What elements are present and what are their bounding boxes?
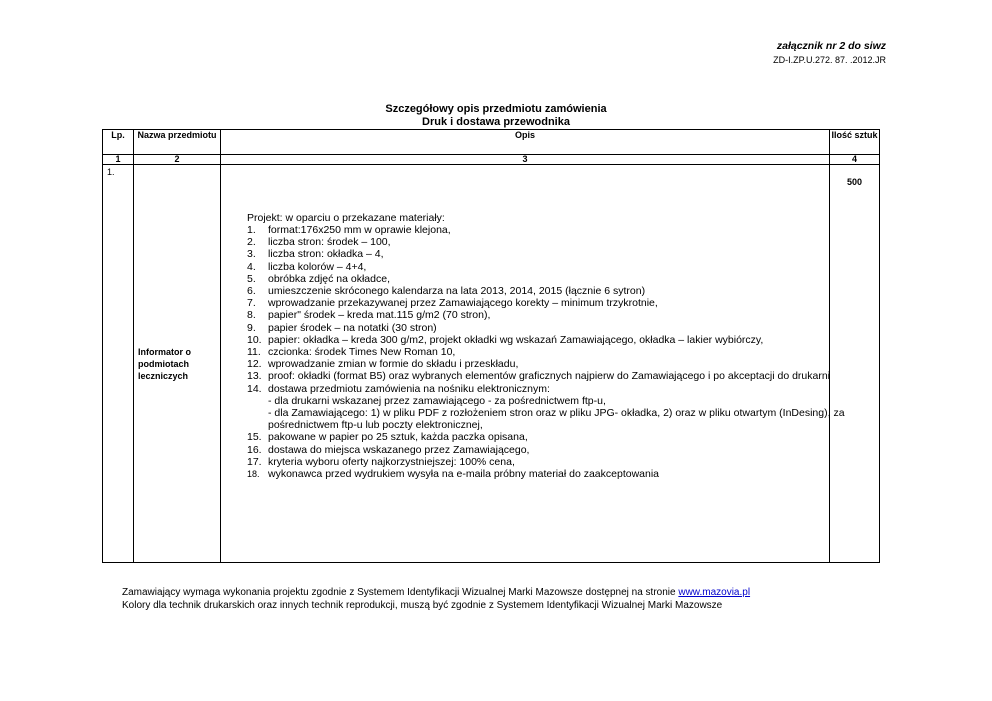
- item-text: wykonawca przed wydrukiem wysyła na e-maila próbny materiał do zaakceptowania: [268, 468, 660, 481]
- item-number: 4.: [247, 260, 256, 273]
- requirements-list: [247, 224, 857, 480]
- header-lp: Lp.: [103, 130, 134, 155]
- list-subitem: [247, 407, 857, 431]
- item-text: wprowadzanie przekazywanej przez Zamawiającego korekty – minimum trzykrotnie,: [268, 297, 658, 310]
- list-item: [247, 444, 857, 456]
- item-text: liczba stron: okładka – 4,: [268, 248, 384, 261]
- item-number: 16.: [247, 443, 262, 456]
- footer-note-2: Kolory dla technik drukarskich oraz innych technik reprodukcji, muszą być zgodnie z Systemem Identyfikacji Wizualnej Marki Mazowsze: [122, 600, 723, 611]
- table-row: [103, 165, 880, 563]
- list-item: [247, 468, 857, 480]
- list-item: [247, 224, 857, 236]
- list-item: [247, 285, 857, 297]
- item-text: papier: okładka – kreda 300 g/m2, projekt okładki wg wskazań Zamawiającego, okładka – lakier wybiórczy,: [268, 333, 764, 346]
- footer-text-1: Zamawiający wymaga wykonania projektu zgodnie z Systemem Identyfikacji Wizualnej Marki Mazowsze dostępnej na stronie: [122, 587, 679, 598]
- item-text: papier" środek – kreda mat.115 g/m2 (70 stron),: [268, 309, 491, 322]
- item-number: 5.: [247, 272, 256, 285]
- item-number: 11.: [247, 346, 261, 359]
- list-item: [247, 322, 857, 334]
- item-text: liczba stron: środek – 100,: [268, 236, 391, 249]
- list-item: [247, 248, 857, 260]
- attachment-label: załącznik nr 2 do siwz: [776, 40, 886, 52]
- item-number: 14.: [247, 382, 262, 395]
- footer-note-1: [122, 587, 750, 598]
- list-item: [247, 273, 857, 285]
- item-number: 2.: [247, 236, 256, 249]
- column-number-row: [103, 155, 880, 165]
- item-text: dostawa do miejsca wskazanego przez Zamawiającego,: [268, 443, 530, 456]
- item-text: kryteria wyboru oferty najkorzystniejszej: 100% cena,: [268, 455, 515, 468]
- item-number: 1.: [247, 224, 256, 236]
- col-number-3: 3: [221, 155, 830, 165]
- item-text: papier środek – na notatki (30 stron): [268, 321, 437, 334]
- item-number: 17.: [247, 455, 262, 468]
- item-name: Informator o podmiotach leczniczych: [134, 165, 221, 563]
- document-subtitle: Druk i dostawa przewodnika: [422, 116, 570, 128]
- header-name: Nazwa przedmiotu: [134, 130, 221, 155]
- item-text: - dla drukarni wskazanej przez zamawiającego - za pośrednictwem ftp-u,: [268, 394, 606, 407]
- item-number: 15.: [247, 431, 262, 444]
- item-text: format:176x250 mm w oprawie klejona,: [268, 224, 451, 236]
- item-number: 8.: [247, 309, 256, 322]
- item-text: proof: okładki (format B5) oraz wybranych elementów graficznych najpierw do Zamawiającego i po akceptacji do drukarni: [268, 370, 831, 383]
- list-item: [247, 370, 857, 382]
- reference-number: ZD-I.ZP.U.272. 87. .2012.JR: [773, 55, 886, 65]
- item-number: 12.: [247, 358, 262, 371]
- item-text: wprowadzanie zmian w formie do składu i przeskładu,: [268, 358, 519, 371]
- item-text: - dla Zamawiającego: 1) w pliku PDF z rozłożeniem stron oraz w pliku JPG- okładka, 2) oraz w pliku otwartym (InDesing), za pośrednictwem ftp-u lub poczty elektronicznej,: [268, 407, 845, 432]
- list-item: [247, 346, 857, 358]
- list-item: [247, 383, 857, 395]
- item-text: dostawa przedmiotu zamówienia na nośniku elektronicznym:: [268, 382, 550, 395]
- header-description: Opis: [221, 130, 830, 155]
- item-number: 7.: [247, 297, 256, 310]
- list-item: [247, 297, 857, 309]
- item-description: [221, 165, 845, 563]
- list-item: [247, 456, 857, 468]
- table-header-row: [103, 130, 880, 155]
- header-quantity: Ilość sztuk: [830, 130, 880, 155]
- item-text: obróbka zdjęć na okładce,: [268, 272, 390, 285]
- col-number-4: 4: [830, 155, 880, 165]
- item-quantity: 500: [830, 165, 880, 563]
- list-item: [247, 334, 857, 346]
- item-number: 13.: [247, 370, 262, 383]
- mazovia-link[interactable]: www.mazovia.pl: [678, 587, 751, 598]
- col-number-1: 1: [103, 155, 134, 165]
- item-text: czcionka: środek Times New Roman 10,: [268, 346, 456, 359]
- item-number: 10.: [247, 333, 262, 346]
- description-intro: Projekt: w oparciu o przekazane materiały:: [247, 212, 445, 224]
- item-number: 9.: [247, 321, 256, 334]
- list-subitem: [247, 395, 857, 407]
- item-number: 6.: [247, 285, 256, 298]
- item-text: pakowane w papier po 25 sztuk, każda paczka opisana,: [268, 431, 528, 444]
- list-item: [247, 358, 857, 370]
- list-item: [247, 309, 857, 321]
- document-title: Szczegółowy opis przedmiotu zamówienia: [385, 103, 607, 115]
- item-number: 18.: [247, 469, 260, 480]
- item-text: liczba kolorów – 4+4,: [268, 260, 367, 273]
- row-lp: 1.: [103, 165, 134, 563]
- specification-table: [102, 129, 880, 563]
- col-number-2: 2: [134, 155, 221, 165]
- item-text: umieszczenie skróconego kalendarza na lata 2013, 2014, 2015 (łącznie 6 sytron): [268, 285, 646, 298]
- item-number: 3.: [247, 248, 256, 261]
- list-item: [247, 431, 857, 443]
- list-item: [247, 261, 857, 273]
- list-item: [247, 236, 857, 248]
